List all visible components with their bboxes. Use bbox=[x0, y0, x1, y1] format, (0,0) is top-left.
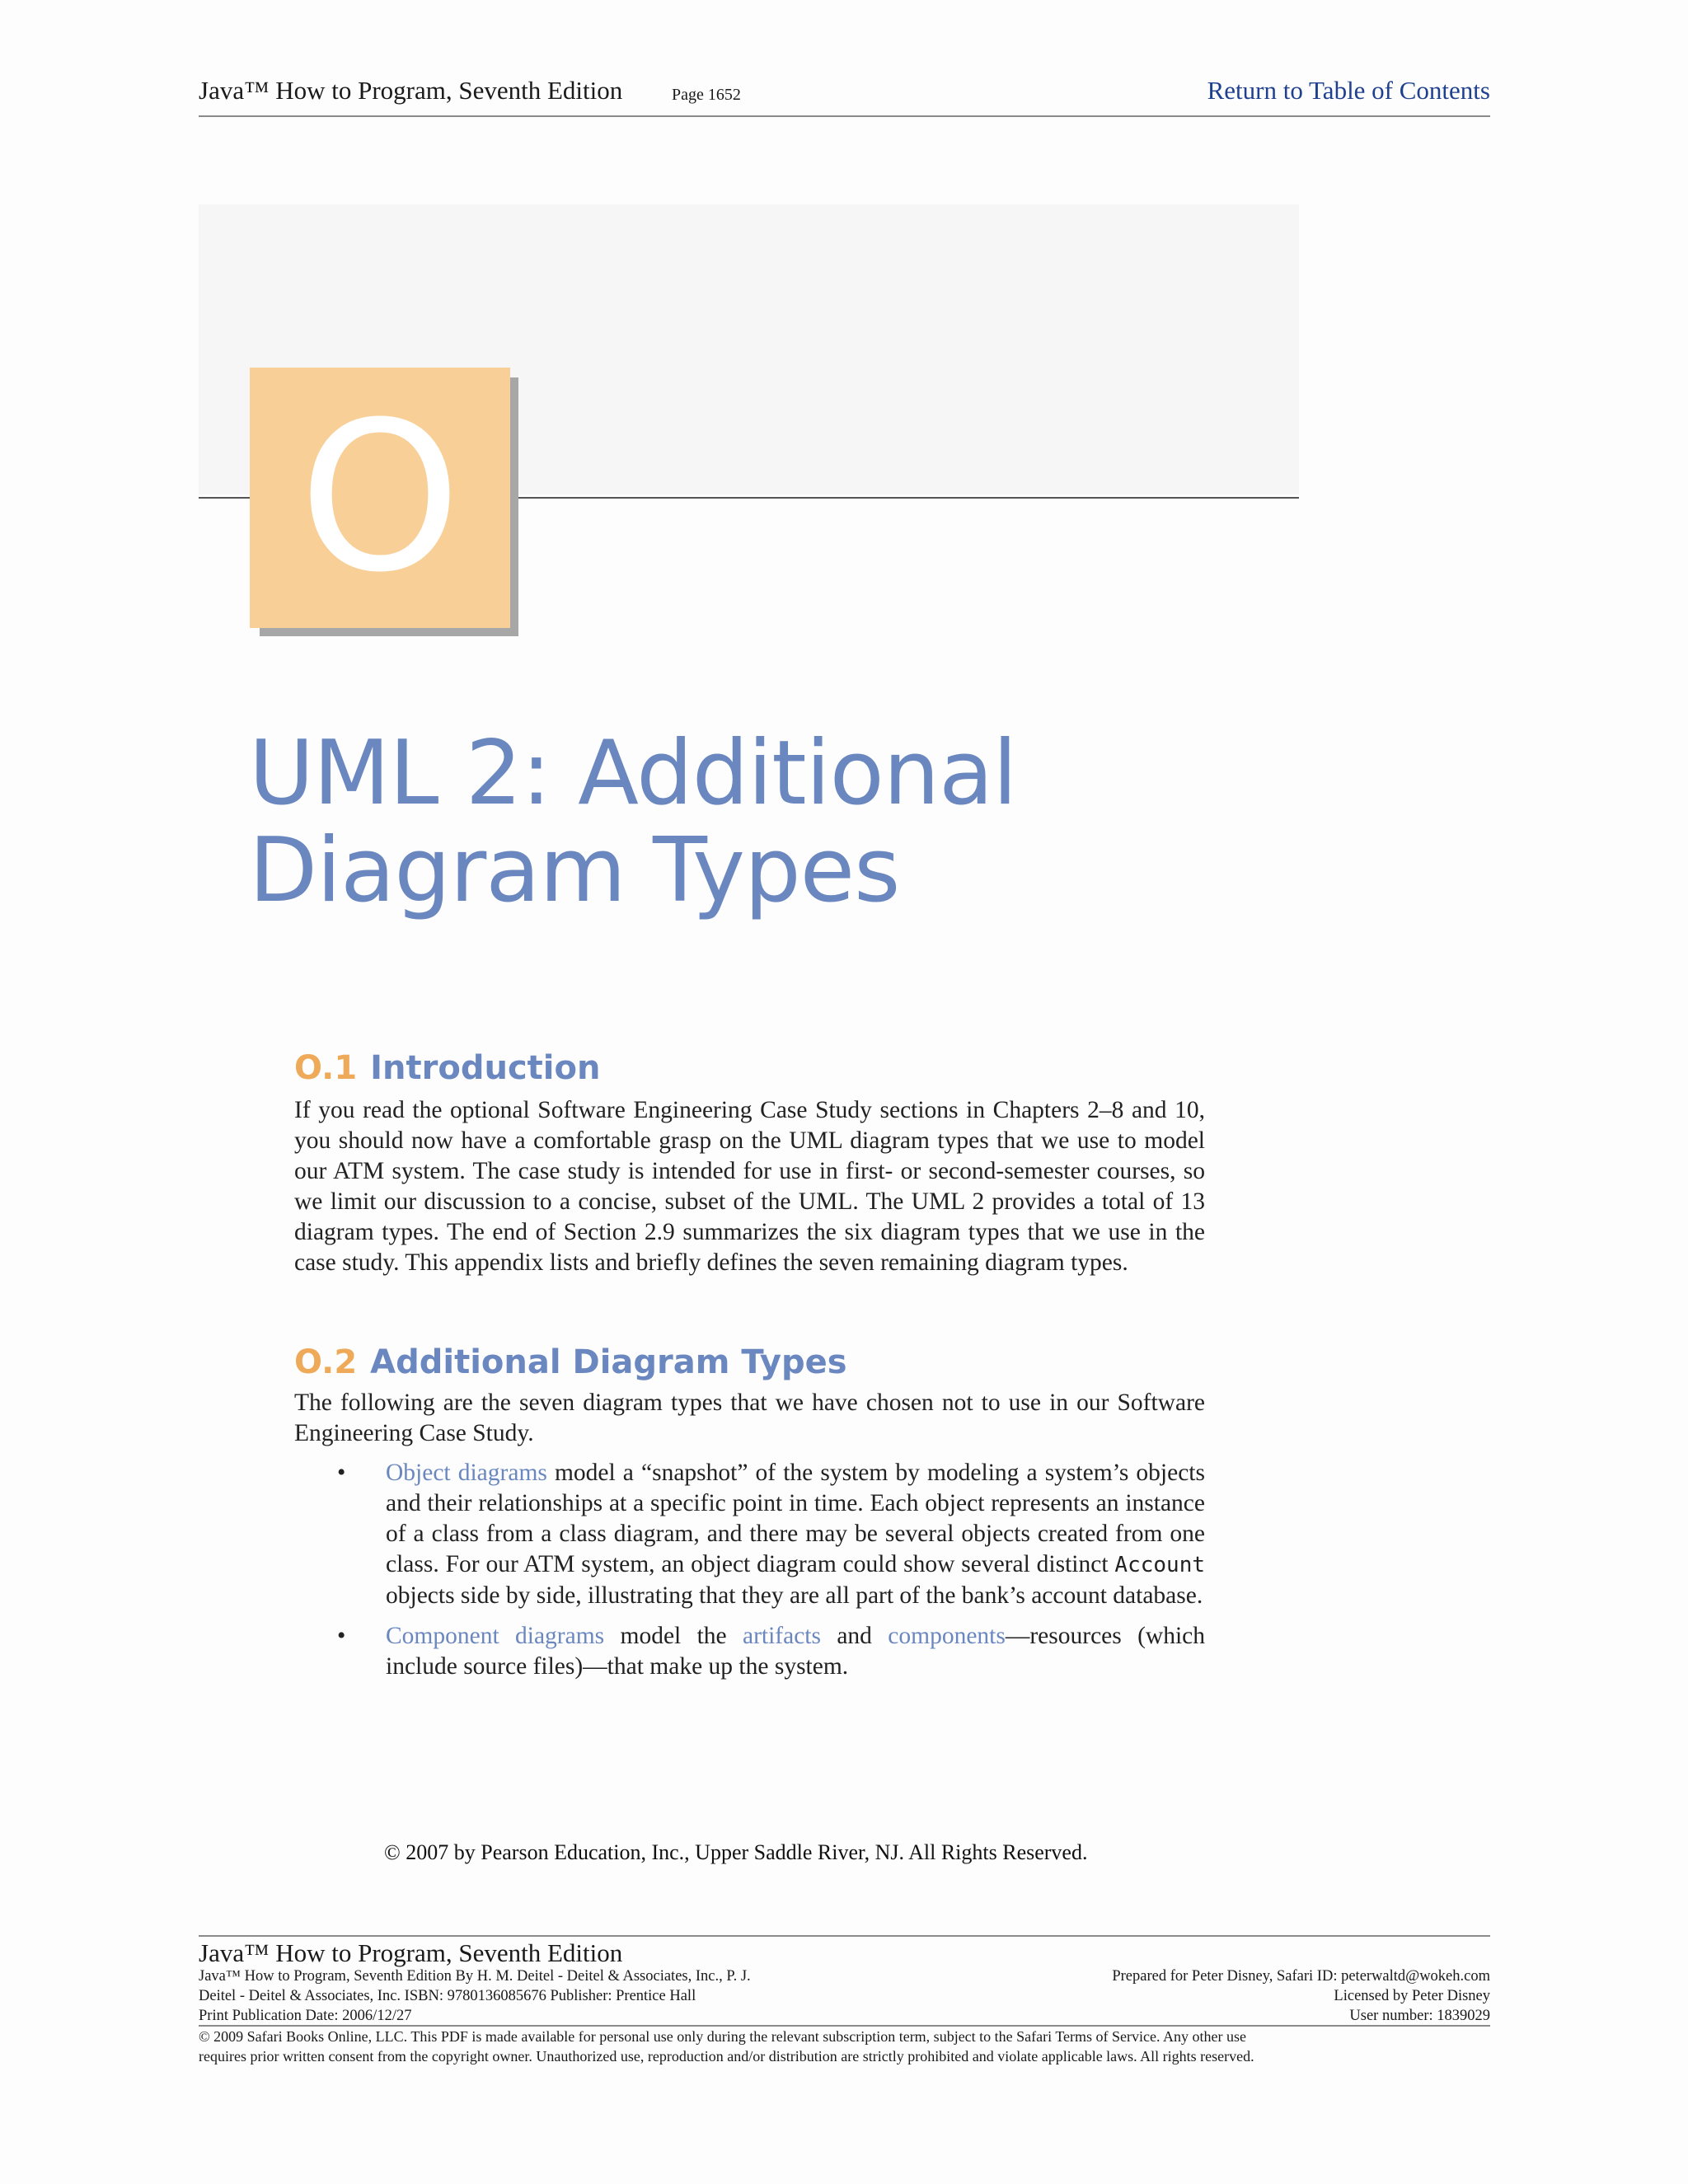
term-artifacts: artifacts bbox=[742, 1623, 821, 1649]
header-book-title: Java™ How to Program, Seventh Edition bbox=[199, 76, 623, 105]
footer-book-title: Java™ How to Program, Seventh Edition bbox=[199, 1938, 623, 1967]
footer-licensed-by: Licensed by Peter Disney bbox=[1334, 1988, 1490, 2004]
introduction-paragraph: If you read the optional Software Engineering Case Study sections in Chapters 2–8 and 10, you should now have a comfortable grasp on the UML diagram types that we use to model our ATM system. The case study is intended for use in first- or second-semester courses, so we limit our discussion to a concise, subset of the UML. The UML 2 provides a total of 13 diagram types. The end of Section 2.9 summarizes the six diagram types that we use in the case study. This appendix lists and briefly defines the seven remaining diagram types. bbox=[294, 1097, 1205, 1276]
footer-info-line: Print Publication Date: 2006/12/27 bbox=[199, 2008, 412, 2024]
diagram-types-intro-paragraph: The following are the seven diagram types that we have chosen not to use in our Software Engineering Case Study. bbox=[294, 1390, 1205, 1446]
section-title: Additional Diagram Types bbox=[370, 1343, 847, 1381]
term-object-diagrams: Object diagrams bbox=[386, 1460, 547, 1486]
list-item-text: and bbox=[820, 1623, 889, 1649]
section-title: Introduction bbox=[370, 1049, 601, 1087]
footer-divider-top bbox=[199, 1935, 1490, 1937]
chapter-letter-box bbox=[250, 368, 510, 628]
section-number: O.1 bbox=[294, 1049, 358, 1087]
list-item-object-diagrams bbox=[294, 1458, 1205, 1611]
footer-prepared-for: Prepared for Peter Disney, Safari ID: peterwaltd@wokeh.com bbox=[1112, 1968, 1490, 1985]
footer-legal-line: © 2009 Safari Books Online, LLC. This PDF is made available for personal use only during the relevant subscription term, subject to the Safari Terms of Service. Any other use bbox=[199, 2028, 1246, 2045]
footer-divider-bottom bbox=[199, 2025, 1490, 2027]
chapter-title bbox=[249, 722, 1017, 922]
section-number: O.2 bbox=[294, 1343, 358, 1381]
term-component-diagrams: Component diagrams bbox=[386, 1623, 605, 1649]
section-heading-additional-diagram-types bbox=[294, 1343, 847, 1381]
footer-user-number: User number: 1839029 bbox=[1349, 2008, 1490, 2024]
footer-info-line: Deitel - Deitel & Associates, Inc. ISBN: 9780136085676 Publisher: Prentice Hall bbox=[199, 1988, 696, 2004]
header-divider bbox=[199, 115, 1490, 117]
header-page-number: Page 1652 bbox=[672, 86, 741, 104]
list-item-component-diagrams bbox=[294, 1621, 1205, 1682]
list-item-text: objects side by side, illustrating that they are all part of the bank’s account database. bbox=[386, 1582, 1203, 1609]
code-account: Account bbox=[1114, 1553, 1205, 1577]
chapter-title-line-2: Diagram Types bbox=[249, 819, 900, 922]
chapter-letter: O bbox=[298, 377, 462, 617]
chapter-title-line-1: UML 2: Additional bbox=[249, 722, 1017, 825]
copyright-notice: © 2007 by Pearson Education, Inc., Upper Saddle River, NJ. All Rights Reserved. bbox=[384, 1840, 1088, 1864]
footer-legal-line: requires prior written consent from the copyright owner. Unauthorized use, reproduction and/or distribution are strictly prohibited and violate applicable laws. All rights reserved. bbox=[199, 2048, 1254, 2064]
term-components: components bbox=[888, 1623, 1006, 1649]
section-heading-introduction bbox=[294, 1049, 600, 1087]
list-item-text: model the bbox=[604, 1623, 743, 1649]
bullet-icon: • bbox=[337, 1623, 346, 1649]
diagram-type-list bbox=[294, 1458, 1205, 1682]
list-item-text: model a “snapshot” of the system by modeling a system’s objects and their relationships at a specific point in time. Each object represents an instance of a class from a class diagram, and there may be several objects created from one class. For our ATM system, an object diagram could show several distinct bbox=[386, 1460, 1205, 1577]
list-item-text: —resources (which include source files)—that make up the system. bbox=[386, 1623, 1205, 1680]
table-of-contents-link[interactable]: Return to Table of Contents bbox=[1207, 76, 1490, 105]
footer-info-line: Java™ How to Program, Seventh Edition By H. M. Deitel - Deitel & Associates, Inc., P. J. bbox=[199, 1968, 751, 1985]
bullet-icon: • bbox=[337, 1460, 346, 1486]
